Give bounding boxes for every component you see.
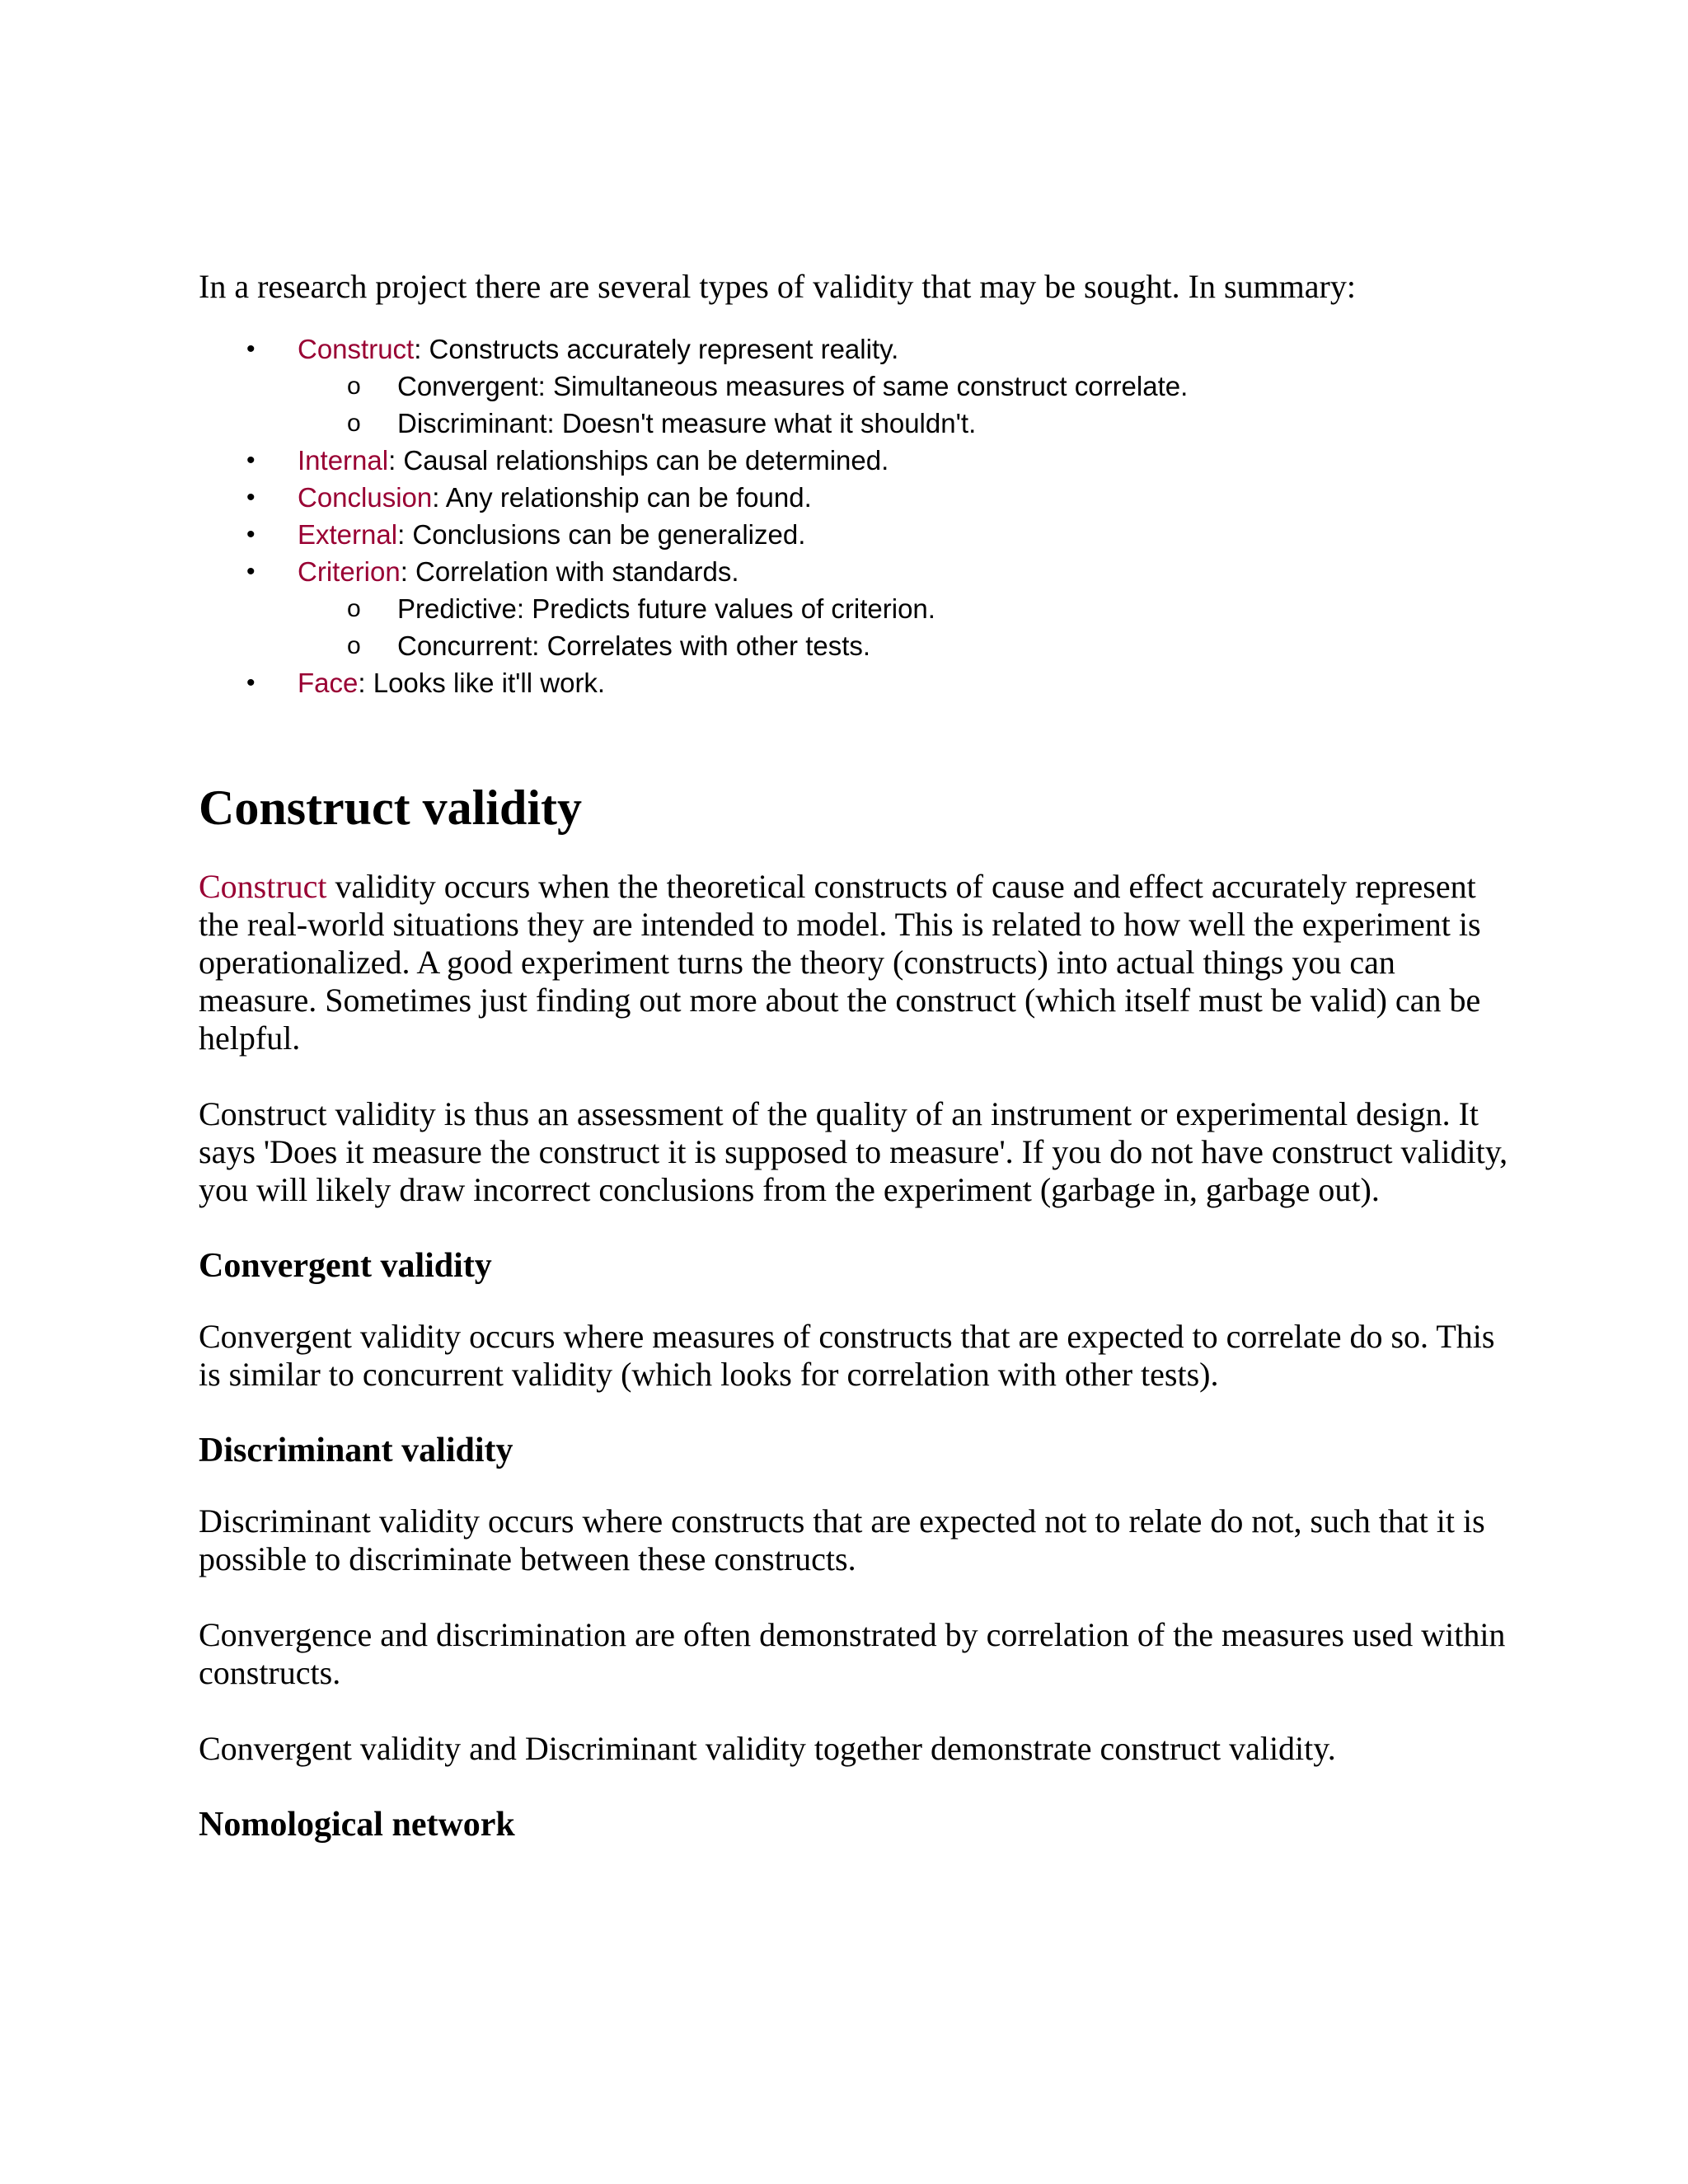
bullet-icon: • bbox=[246, 558, 256, 585]
term-description: : Causal relationships can be determined. bbox=[388, 445, 889, 476]
list-item bbox=[199, 442, 1509, 479]
validity-types-list bbox=[199, 330, 1509, 701]
sub-item-text: Discriminant: Doesn't measure what it shouldn't. bbox=[397, 408, 977, 438]
bullet-icon: • bbox=[246, 521, 256, 548]
term-description: : Conclusions can be generalized. bbox=[397, 519, 806, 550]
list-item bbox=[199, 479, 1509, 516]
term-face: Face bbox=[298, 668, 359, 698]
bullet-icon: • bbox=[246, 669, 256, 696]
list-item bbox=[199, 330, 1509, 368]
list-item bbox=[199, 553, 1509, 590]
list-item bbox=[199, 368, 1509, 405]
document-page bbox=[199, 268, 1509, 1845]
term-description: : Any relationship can be found. bbox=[432, 482, 812, 513]
sub-bullet-icon: o bbox=[347, 632, 361, 659]
construct-paragraph bbox=[199, 868, 1509, 1057]
discriminant-paragraph: Discriminant validity occurs where constructs that are expected not to relate do not, such that it is possible to discriminate between these constructs. bbox=[199, 1502, 1485, 1577]
sub-item-text: Convergent: Simultaneous measures of same construct correlate. bbox=[397, 371, 1189, 401]
convergent-paragraph: Convergent validity occurs where measures of constructs that are expected to correlate do so. This is similar to concurrent validity (which looks for correlation with other tests). bbox=[199, 1318, 1495, 1393]
term-internal: Internal bbox=[298, 445, 389, 476]
sub-item-text: Concurrent: Correlates with other tests. bbox=[397, 630, 871, 661]
list-item bbox=[199, 627, 1509, 664]
term-description: : Looks like it'll work. bbox=[358, 668, 606, 698]
term-external: External bbox=[298, 519, 398, 550]
term-construct: Construct bbox=[298, 334, 415, 364]
bullet-icon: • bbox=[246, 484, 256, 511]
intro-paragraph: In a research project there are several types of validity that may be sought. In summary: bbox=[199, 268, 1356, 305]
list-item bbox=[199, 590, 1509, 627]
heading-discriminant-validity: Discriminant validity bbox=[199, 1432, 513, 1469]
bullet-icon: • bbox=[246, 335, 256, 363]
sub-item-text: Predictive: Predicts future values of criterion. bbox=[397, 593, 935, 624]
term-description: : Correlation with standards. bbox=[400, 556, 739, 587]
heading-nomological-network: Nomological network bbox=[199, 1806, 515, 1844]
list-item bbox=[199, 516, 1509, 553]
term-criterion: Criterion bbox=[298, 556, 401, 587]
construct-paragraph-text: validity occurs when the theoretical constructs of cause and effect accurately represent the real-world situations they are intended to model. This is related to how well the experiment is operationalized. A good experiment turns the theory (constructs) into actual things you can measure. Sometimes just finding out more about the construct (which itself must be valid) can be helpful. bbox=[199, 868, 1481, 1057]
heading-convergent-validity: Convergent validity bbox=[199, 1247, 492, 1285]
together-paragraph: Convergent validity and Discriminant validity together demonstrate construct validity. bbox=[199, 1730, 1336, 1767]
sub-bullet-icon: o bbox=[347, 595, 361, 622]
list-item bbox=[199, 664, 1509, 701]
section-heading-construct-validity: Construct validity bbox=[199, 780, 582, 835]
assessment-paragraph: Construct validity is thus an assessment of the quality of an instrument or experimental design. It says 'Does it measure the construct it is supposed to measure'. If you do not have construct validity, you will likely draw incorrect conclusions from the experiment (garbage in, garbage out). bbox=[199, 1095, 1508, 1208]
term-description: : Constructs accurately represent reality. bbox=[414, 334, 899, 364]
list-item bbox=[199, 405, 1509, 442]
sub-bullet-icon: o bbox=[347, 410, 361, 437]
term-conclusion: Conclusion bbox=[298, 482, 433, 513]
bullet-icon: • bbox=[246, 447, 256, 474]
sub-bullet-icon: o bbox=[347, 373, 361, 400]
convergence-paragraph: Convergence and discrimination are often demonstrated by correlation of the measures used within constructs. bbox=[199, 1616, 1506, 1691]
term-construct-inline: Construct bbox=[199, 868, 327, 905]
